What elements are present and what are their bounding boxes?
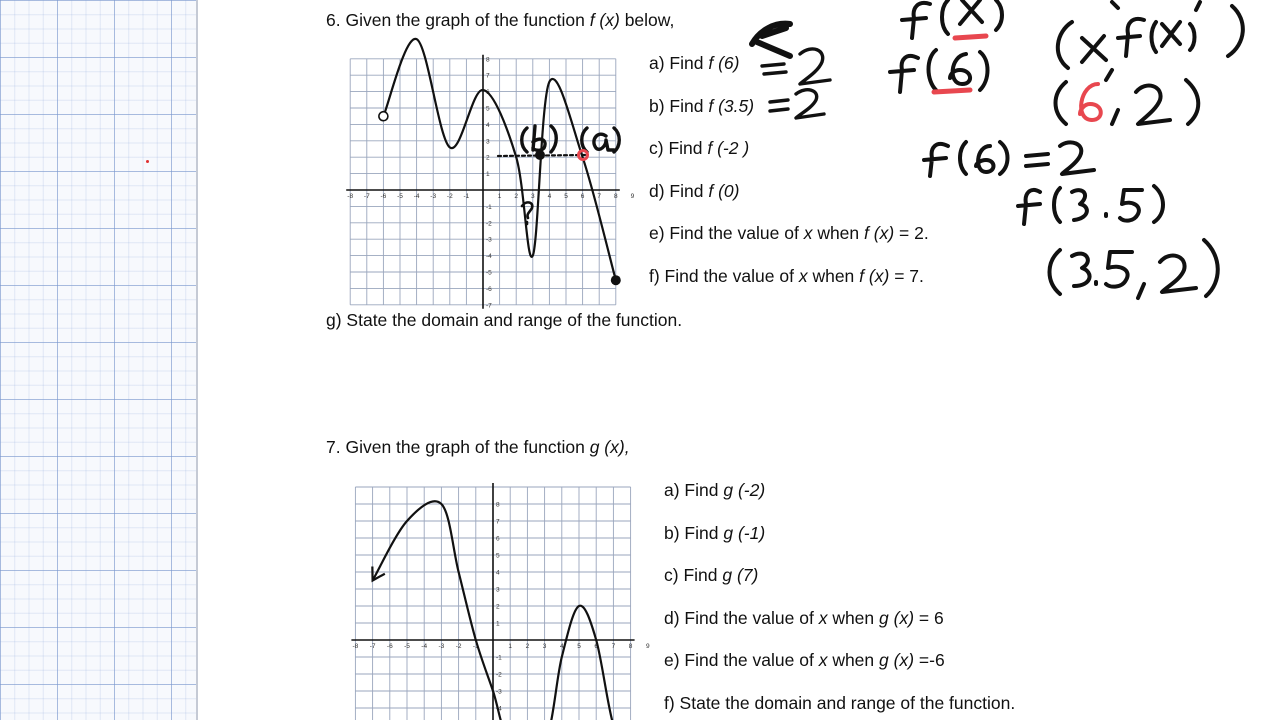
y-tick-label: 3 (496, 586, 500, 594)
x-tick-label: -8 (347, 193, 354, 200)
y-tick-label: -2 (496, 671, 502, 679)
x-tick-label: -5 (397, 193, 403, 200)
x-tick-label: -2 (455, 643, 462, 650)
y-tick-label: -7 (486, 302, 492, 310)
x-tick-label: -5 (404, 643, 410, 650)
y-tick-label: 7 (496, 518, 500, 526)
x-tick-label: 7 (611, 643, 616, 650)
y-tick-label: 3 (486, 138, 490, 146)
problem-6-part-d: d) Find f (0) (649, 180, 740, 201)
x-tick-label: 4 (559, 643, 564, 650)
x-tick-label: 1 (508, 643, 513, 650)
problem-6-part-g: g) State the domain and range of the function. (326, 310, 683, 330)
x-tick-label: 5 (564, 193, 568, 200)
y-tick-label: -3 (486, 236, 492, 244)
y-tick-label: 6 (486, 89, 490, 97)
ink-arrow-mark (752, 24, 790, 56)
x-tick-label: -1 (472, 643, 479, 650)
x-tick-label: -6 (386, 643, 393, 650)
x-tick-label: 3 (542, 643, 547, 650)
x-tick-label: -3 (430, 193, 437, 200)
y-tick-label: 1 (486, 171, 490, 179)
x-tick-label: 7 (597, 193, 602, 200)
y-tick-label: -2 (486, 220, 492, 228)
x-tick-label: 2 (525, 643, 530, 650)
y-tick-label: 4 (486, 121, 490, 129)
y-tick-label: 4 (496, 569, 500, 577)
ink-f-of-3-5 (1018, 186, 1163, 224)
problem-6-part-f: f) Find the value of x when f (x) = 7. (649, 266, 924, 286)
problem-6-part-b: b) Find f (3.5) (649, 95, 755, 116)
x-tick-label: -1 (463, 193, 470, 200)
graph-f-of-x (345, 42, 633, 310)
problem-6-title: 6. Given the graph of the function f (x) below, (326, 10, 675, 30)
y-tick-label: -1 (496, 654, 502, 662)
x-tick-label: -8 (352, 643, 359, 650)
x-tick-label: -7 (369, 643, 376, 650)
x-tick-label: 6 (594, 643, 599, 650)
x-tick-label: 8 (613, 193, 618, 200)
problem-6-part-a: a) Find f (6) (649, 53, 740, 73)
graph-paper-panel (0, 0, 198, 720)
x-tick-label: 6 (580, 193, 585, 200)
function-curve (373, 501, 631, 720)
x-tick-label: 4 (547, 193, 552, 200)
ink-f-of-6-equals-2 (924, 142, 1094, 176)
x-tick-label: 9 (630, 193, 635, 200)
y-tick-label: -1 (486, 203, 492, 211)
ink-f-of-x (902, 0, 1002, 38)
y-tick-label: -4 (496, 705, 502, 713)
x-tick-label: -3 (438, 643, 445, 650)
y-tick-label: 2 (496, 603, 500, 611)
problem-7-part-b: b) Find g (-1) (664, 522, 766, 543)
ink-equals-2-b (770, 90, 824, 118)
y-tick-label: 7 (486, 72, 490, 80)
x-tick-label: 3 (530, 193, 535, 200)
x-tick-label: 8 (628, 643, 633, 650)
problem-7-part-d: d) Find the value of x when g (x) = 6 (664, 607, 944, 628)
ink-ordered-pair-3-5-2 (1050, 240, 1218, 298)
y-tick-label: -6 (486, 285, 492, 293)
ink-f-of-6 (890, 50, 988, 92)
x-tick-label: -7 (363, 193, 370, 200)
ink-ordered-pair-generic (1058, 2, 1243, 80)
y-tick-label: 2 (486, 154, 490, 162)
x-tick-label: 5 (577, 643, 581, 650)
ink-equals-2-a (762, 49, 830, 84)
problem-6-part-c: c) Find f (-2 ) (649, 138, 750, 159)
y-tick-label: 5 (496, 552, 500, 560)
y-tick-label: 8 (496, 501, 500, 509)
problem-6-part-e: e) Find the value of x when f (x) = 2. (649, 223, 929, 244)
x-tick-label: 1 (497, 193, 502, 200)
y-tick-label: 1 (496, 620, 500, 628)
red-ink-dot (146, 160, 149, 163)
y-tick-label: -4 (486, 253, 492, 261)
y-tick-label: -3 (496, 688, 502, 696)
x-tick-label: 9 (645, 643, 650, 650)
x-tick-label: -4 (421, 643, 428, 650)
y-tick-label: 6 (496, 535, 500, 543)
x-tick-label: -4 (413, 193, 420, 200)
problem-7-part-e: e) Find the value of x when g (x) =-6 (664, 650, 945, 671)
problem-7-part-c: c) Find g (7) (664, 565, 759, 586)
problem-7-part-f: f) State the domain and range of the function. (664, 693, 1016, 713)
ink-ordered-pair-6-2 (1056, 82, 1067, 124)
y-tick-label: 8 (486, 56, 490, 64)
y-tick-label: -5 (486, 269, 492, 277)
y-tick-label: 5 (486, 105, 490, 113)
x-tick-label: -6 (380, 193, 387, 200)
x-tick-label: -2 (446, 193, 453, 200)
problem-7-title: 7. Given the graph of the function g (x), (326, 437, 630, 457)
open-endpoint (379, 112, 388, 121)
graph-g-of-x (345, 477, 660, 720)
x-tick-label: 2 (514, 193, 519, 200)
closed-endpoint (611, 275, 621, 285)
problem-7-part-a: a) Find g (-2) (664, 480, 766, 500)
